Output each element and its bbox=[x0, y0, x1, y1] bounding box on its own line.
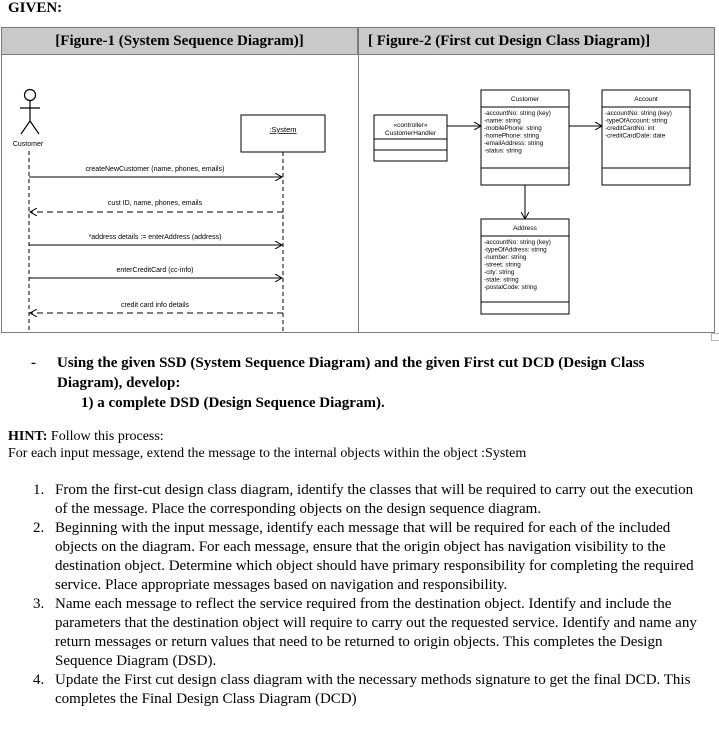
hint-text: Follow this process: bbox=[47, 429, 164, 444]
address-class bbox=[481, 219, 569, 314]
message-2: cust ID, name, phones, emails bbox=[107, 200, 203, 207]
question-intro: Using the given SSD (System Sequence Diagram) and the given First cut DCD (Design Class Diagram), develop: bbox=[57, 355, 645, 391]
step-number: 3. bbox=[33, 596, 45, 612]
list-item bbox=[33, 671, 705, 709]
customer-attr: -status: string bbox=[484, 147, 522, 155]
step-text: Name each message to reflect the service required from the destination object. Identify and include the parameters that the destination object will require to carry out the requested service. Identify and name any return messages or return values that need to be returned to origin objects. This completes the Design Sequence Diagram (DSD). bbox=[55, 596, 697, 669]
account-attr: -creditCardDate: date bbox=[605, 132, 666, 140]
step-number: 2. bbox=[33, 520, 45, 536]
ssd-diagram bbox=[2, 55, 358, 332]
step-text: Update the First cut design class diagram with the necessary methods signature to get the final DCD. This completes the Final Design Class Diagram (DCD) bbox=[55, 672, 691, 707]
list-item bbox=[33, 519, 705, 595]
customer-attr: -accountNo: string (key) bbox=[484, 110, 551, 117]
customer-attr: -name: string bbox=[484, 117, 521, 125]
steps-list bbox=[33, 481, 705, 709]
account-attr: -accountNo: string (key) bbox=[605, 110, 672, 117]
address-class-name: Address bbox=[513, 225, 537, 232]
message-5: credit card info details bbox=[120, 302, 190, 309]
controller-stereotype: «controller» bbox=[393, 122, 428, 129]
figure1-header: [Figure-1 (System Sequence Diagram)] bbox=[2, 28, 358, 55]
address-attr: -typeOfAddress: string bbox=[484, 246, 547, 254]
step-number: 4. bbox=[33, 672, 45, 688]
message-3: *address details := enterAddress (address) bbox=[88, 234, 222, 241]
actor-label: Customer bbox=[12, 141, 44, 148]
actor-icon bbox=[20, 90, 40, 135]
message-1: createNewCustomer (name, phones, emails) bbox=[85, 166, 225, 173]
list-item bbox=[33, 481, 705, 519]
hint-block bbox=[8, 428, 708, 462]
account-attr: -typeOfAccount: string bbox=[605, 117, 668, 125]
question-item: 1) a complete DSD (Design Sequence Diagram). bbox=[81, 395, 385, 411]
customer-attr: -emailAddress: string bbox=[484, 140, 544, 147]
figure2-header: [ Figure-2 (First cut Design Class Diagram)] bbox=[358, 28, 714, 55]
account-class-name: Account bbox=[634, 96, 658, 103]
account-class bbox=[602, 90, 690, 185]
address-attr: -postalCode: string bbox=[484, 284, 537, 291]
controller-name: CustomerHandler bbox=[385, 130, 436, 137]
customer-class bbox=[481, 90, 569, 185]
system-label: :System bbox=[269, 125, 297, 134]
controller-class bbox=[374, 115, 447, 161]
question-bullet: - bbox=[31, 355, 36, 371]
address-attr: -state: string bbox=[484, 276, 519, 284]
figures-table bbox=[1, 27, 715, 333]
address-attr: -number: string bbox=[484, 254, 527, 261]
hint-label: HINT: bbox=[8, 429, 48, 444]
table-edge-mark bbox=[711, 333, 719, 341]
customer-attr: -homePhone: string bbox=[484, 132, 539, 140]
dcd-diagram bbox=[359, 55, 714, 332]
list-item bbox=[33, 595, 705, 671]
hint-line2: For each input message, extend the message to the internal objects within the object :System bbox=[8, 446, 527, 461]
address-attr: -accountNo: string (key) bbox=[484, 239, 551, 246]
question-block bbox=[31, 353, 697, 413]
step-text: Beginning with the input message, identify each message that will be required for each of the included objects on the diagram. For each message, ensure that the origin object has navigation visibility to the destination object. Determine which object should have primary responsibility for completing the required service. Place appropriate messages based on navigation and responsibility. bbox=[55, 520, 694, 593]
customer-attr: -mobilePhone: string bbox=[484, 125, 542, 132]
step-text: From the first-cut design class diagram, identify the classes that will be required to carry out the execution of the message. Place the corresponding objects on the design sequence diagram. bbox=[55, 482, 694, 517]
step-number: 1. bbox=[33, 482, 45, 498]
account-attr: -creditCardNo: int bbox=[605, 125, 655, 132]
message-4: enterCreditCard (cc-info) bbox=[116, 267, 194, 274]
customer-class-name: Customer bbox=[510, 96, 540, 103]
given-heading: GIVEN: bbox=[8, 0, 63, 16]
address-attr: -street: string bbox=[484, 261, 521, 269]
address-attr: -city: string bbox=[484, 269, 515, 276]
